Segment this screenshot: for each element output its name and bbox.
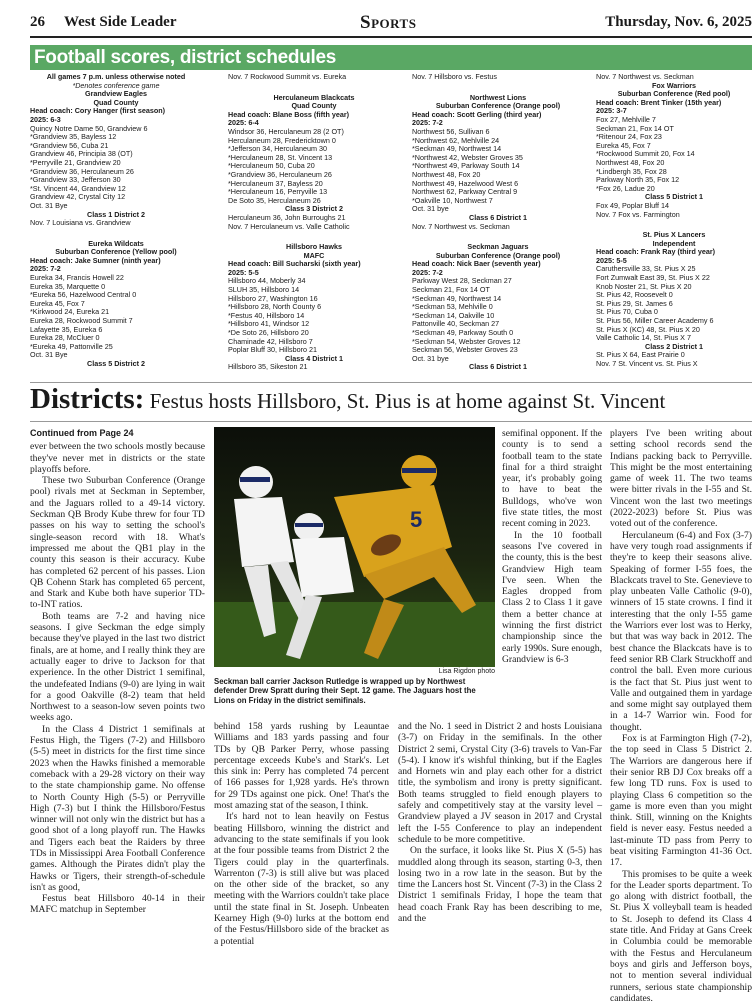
schedule-result: *Eureka 56, Hazelwood Central 0 — [30, 290, 137, 300]
schedule-heading: Class 5 District 2 — [87, 359, 145, 368]
schedule-result: Poplar Bluff 30, Hillsboro 21 — [228, 345, 317, 355]
section-banner — [30, 45, 752, 70]
schedule-result: Eureka 28, Rockwood Summit 7 — [30, 316, 133, 326]
schedule-result: Pattonville 40, Seckman 27 — [412, 319, 500, 329]
schedule-result: *Northwest 62, Mehlville 24 — [412, 135, 500, 145]
schedule-heading: Eureka Wildcats — [88, 238, 144, 248]
schedule-coach-info: 2025: 5-5 — [228, 267, 259, 277]
schedule-heading: All games 7 p.m. unless otherwise noted — [46, 72, 186, 81]
schedule-heading: St. Pius X Lancers — [642, 230, 706, 240]
schedule-result: Chaminade 42, Hillsboro 7 — [228, 336, 313, 346]
article-column-3-bottom — [398, 721, 602, 924]
schedule-result: *Herculaneum 28, St. Vincent 13 — [228, 152, 333, 162]
paragraph: This promises to be quite a week for the Leader sports department. To go along with district football, the St. Pius X volleyball team is headed to St. Joseph to defend its Class 4 state title. And Friday at Gans Creek in Columbia could be memorable with the Festus and Herculaneum boys and girls and Jefferson boys, not to mention several individual runners, serious state championship candidates. — [610, 868, 752, 1004]
paragraph: It's hard not to lean heavily on Festus beating Hillsboro, winning the district and advancing to the state semifinals if you look at the four possible teams from District 2 the Tigers could play in the quarterfinals. Warrenton (7-3) is still alive but was placed on the other side of the bracket, so any meeting with the Warriors couldn't take place until the state final in St. Joseph. Unbeaten Kearney High (9-0) lurks at the bottom end of the Festus/Hillsboro side of the bracket as a potential — [214, 811, 389, 947]
paragraph: and the No. 1 seed in District 2 and hosts Louisiana (3-7) on Friday in the semifinals. In the other District 2 semi, Crystal City (3-6) travels to Van-Far (5-4). I know it's wishful thinking, but if the Eagles and Hornets win and play each other for a district title, the symbolism and irony is pretty significant. Both teams struggled to field enough players to safely and competitively stay at the varsity level – Grandview played a JV season in 2017 and Crystal left the I-55 Conference to play an independent schedule to be more competitive. — [398, 721, 602, 845]
schedule-result: Hillsboro 35, Sikeston 21 — [228, 362, 308, 372]
schedule-coach-info: Head coach: Jake Sumner (ninth year) — [30, 255, 161, 265]
schedule-result: Nov. 7 Rockwood Summit vs. Eureka — [228, 72, 347, 81]
schedule-result: *Seckman 49, Parkway South 0 — [412, 328, 514, 338]
schedule-heading: Fox Warriors — [651, 80, 697, 90]
schedule-note: *Denotes conference game — [72, 80, 160, 90]
schedule-heading: Class 5 District 1 — [645, 192, 703, 202]
schedule-result: *Oakville 10, Northwest 7 — [412, 195, 493, 205]
paragraph: behind 158 yards rushing by Leauntae Williams and 183 yards passing and four TDs by QB Parker Perry, whose passing percentage exceeds Kube's and Stark's. Let this sink in: Perry has completed 74 percent of 166 passes for 1,928 yards. He's thrown for 29 TDs against one pick. One! That's the most amazing stat of the season, I think. — [214, 721, 389, 812]
schedule-coach-info: Head coach: Scott Gerling (third year) — [412, 109, 542, 119]
paragraph: Fox is at Farmington High (7-2), the top seed in Class 5 District 2. The Warriors are dangerous here if their senior RB DJ Cox breaks off a few long TD runs. Fox is used to playing Class 6 competition so the game is more even than you might think. Still, winning on the Knights field is never easy. Festus needed a last-minute TD pass from Perry to beat visiting Farmington 41-36 Oct. 17. — [610, 733, 752, 869]
schedule-heading: Suburban Conference (Orange pool) — [435, 101, 561, 111]
schedule-heading: Hillsboro Hawks — [286, 242, 342, 252]
schedule-coach-info: Head coach: Cory Hanger (first season) — [30, 106, 166, 116]
schedule-heading: Suburban Conference (Orange pool) — [435, 250, 561, 260]
schedule-result: *Fox 26, Ladue 20 — [596, 183, 655, 193]
schedule-result: Eureka 34, Francis Howell 22 — [30, 273, 124, 283]
article-column-4 — [610, 428, 752, 1004]
section-title: Sports — [360, 12, 417, 33]
schedule-result: Eureka 35, Marquette 0 — [30, 281, 106, 291]
schedule-result: Fox 27, Mehlville 7 — [596, 114, 656, 124]
schedule-column-2 — [228, 73, 400, 372]
schedule-result: SLUH 35, Hillsboro 14 — [228, 285, 300, 295]
football-photo — [214, 427, 495, 667]
schedule-result: *Grandview 56, Cuba 21 — [30, 140, 109, 150]
schedule-result: Oct. 31 Bye — [30, 200, 68, 210]
schedule-result: Hillsboro 44, Moberly 34 — [228, 276, 306, 286]
schedule-heading: Herculaneum Blackcats — [273, 92, 355, 102]
schedule-heading: Independent — [652, 238, 696, 248]
schedule-result: *Rockwood Summit 20, Fox 14 — [596, 149, 695, 159]
schedule-coach-info: Head coach: Blane Boss (fifth year) — [228, 109, 350, 119]
schedule-result: Seckman 56, Webster Groves 23 — [412, 345, 518, 355]
schedule-result: Windsor 36, Herculaneum 28 (2 OT) — [228, 126, 344, 136]
schedule-result: Eureka 28, McCluer 0 — [30, 333, 100, 343]
schedule-result: Fox 49, Poplar Bluff 14 — [596, 200, 669, 210]
schedule-result: *Seckman 49, Northwest 14 — [412, 293, 502, 303]
schedule-result: *De Soto 26, Hillsboro 20 — [228, 328, 309, 338]
schedule-result: *Herculaneum 16, Perryville 13 — [228, 187, 328, 197]
paragraph: Both teams are 7-2 and having nice seasons. I give Seckman the edge simply because they've played in the last two district finals, are at home, and I really think they are actually eager to drive to Jackson for that experience. In the other District 1 semifinal, the undefeated Indians (9-0) are lying in wait for a good Oakville (8-2) team that held Northwest to a season-low seven points two weeks ago. — [30, 610, 205, 724]
schedule-result: Eureka 45, Fox 7 — [30, 298, 85, 308]
schedule-heading: Suburban Conference (Yellow pool) — [55, 247, 177, 257]
schedule-result: Eureka 45, Fox 7 — [596, 140, 651, 150]
schedule-coach-info: 2025: 3-7 — [596, 106, 627, 116]
svg-text:5: 5 — [410, 507, 423, 532]
schedule-result: Nov. 7 Northwest vs. Seckman — [596, 72, 694, 81]
schedule-result: Nov. 7 Hillsboro vs. Festus — [412, 72, 497, 81]
schedule-result: Oct. 31 Bye — [30, 350, 68, 360]
paragraph: In the Class 4 District 1 semifinals at Festus High, the Tigers (7-2) and Hillsboro (5-5) meet in districts for the first time since 2023 when the Hawks finished a memorable comeback with a 29-28 victory on their way to the state championship game. No offense to North County High (5-5) or Perryville High (7-3) but I think the Hillsboro/Festus winner will not only win the district but has a good shot of a long playoff run. The Hawks and Tigers each beat the Raiders by three TDs in Mississippi Area Football Conference games. Although the Pirates didn't play the Hawks or Tigers, their strength-of-schedule isn't as good, — [30, 723, 205, 893]
paragraph: These two Suburban Conference (Orange pool) rivals met at Seckman in September, and the Jaguars rolled to a 49-14 victory. Seckman QB Brody Kube threw for four TD passes on his way to setting the school's single-season record with 18. What's impressed me about the QB1 play in the county this season is their accuracy. Kube has completed 62 percent of his passes. Lion QB Cohenn Stark has completed 65 percent, and Stark and Kube both have superior TD-to-INT ratios. — [30, 475, 205, 611]
schedule-result: Herculaneum 36, John Burroughs 21 — [228, 212, 346, 222]
schedule-column-4 — [596, 73, 752, 369]
schedule-heading: Class 2 District 1 — [645, 341, 703, 351]
schedule-result: *Ritenour 24, Fox 23 — [596, 132, 662, 142]
article-column-2 — [214, 721, 389, 947]
schedule-result: *Grandview 33, Jefferson 30 — [30, 175, 121, 185]
photo-credit: Lisa Rigdon photo — [438, 668, 495, 675]
schedule-result: Quincy Notre Dame 50, Grandview 6 — [30, 123, 148, 133]
paragraph: On the surface, it looks like St. Pius X (5-5) has muddled along through its season, starting 0-3, then losing two in a row late in the season. But by the time the Lancers host St. Vincent (7-3) in the Class 2 District 1 semifinals Friday, I hope the team that head coach Frank Ray has been describing to me, and the — [398, 845, 602, 925]
schedule-result: *Northwest 49, Parkway South 14 — [412, 161, 520, 171]
schedule-result: *Kirkwood 24, Eureka 21 — [30, 307, 110, 317]
schedule-result: Nov. 7 Louisiana vs. Grandview — [30, 218, 131, 228]
schedule-coach-info: 2025: 7-2 — [30, 264, 61, 274]
page-number: 26 — [30, 14, 45, 30]
schedule-result: *Grandview 35, Bayless 12 — [30, 132, 117, 142]
schedule-result: St. Pius 56, Miller Career Academy 6 — [596, 316, 714, 326]
schedule-result: Seckman 21, Fox 14 OT — [412, 285, 490, 295]
schedule-column-1 — [30, 73, 202, 369]
schedule-result: *Grandview 36, Herculaneum 26 — [228, 169, 332, 179]
schedule-result: *Seckman 53, Mehlville 0 — [412, 302, 493, 312]
schedule-result: St. Pius 29, St. James 6 — [596, 298, 673, 308]
schedule-coach-info: 2025: 6-3 — [30, 114, 61, 124]
schedule-result: Northwest 49, Hazelwood West 6 — [412, 178, 519, 188]
schedule-coach-info: Head coach: Brent Tinker (15th year) — [596, 97, 722, 107]
schedule-result: Grandview 42, Crystal City 12 — [30, 192, 126, 202]
schedule-result: *Hillsboro 41, Windsor 12 — [228, 319, 310, 329]
issue-date: Thursday, Nov. 6, 2025 — [605, 14, 752, 30]
schedule-result: De Soto 35, Herculaneum 26 — [228, 195, 321, 205]
schedule-heading: MAFC — [303, 250, 325, 260]
schedule-result: Oct. 31 bye — [412, 204, 449, 214]
paper-name: West Side Leader — [64, 14, 177, 30]
headline-rest: Festus hosts Hillsboro, St. Pius is at home against St. Vincent — [144, 389, 666, 413]
schedule-result: Northwest 62, Parkway Central 9 — [412, 187, 518, 197]
schedule-heading: Class 6 District 1 — [469, 362, 527, 372]
schedule-coach-info: 2025: 5-5 — [596, 255, 627, 265]
schedule-result: Oct. 31 bye — [412, 353, 449, 363]
schedule-result: Parkway North 35, Fox 12 — [596, 175, 680, 185]
schedule-result: *Seckman 49, Northwest 14 — [412, 144, 502, 154]
schedule-spacer — [228, 82, 400, 94]
paragraph: semifinal opponent. If the county is to send a football team to the state final for a third straight year, it's probably going to have to beat the Bulldogs, who've won five state titles, the most recent coming in 2023. — [502, 428, 602, 530]
football-photo-illustration — [214, 427, 495, 667]
schedule-coach-info: 2025: 7-2 — [412, 267, 443, 277]
schedule-result: *Jefferson 34, Herculaneum 30 — [228, 144, 327, 154]
schedule-heading: Quad County — [291, 101, 337, 111]
schedule-coach-info: 2025: 6-4 — [228, 118, 259, 128]
schedule-result: St. Pius 70, Cuba 0 — [596, 307, 658, 317]
schedule-result: St. Pius 42, Roosevelt 0 — [596, 290, 673, 300]
schedule-result: Grandview 46, Principia 38 (OT) — [30, 149, 133, 159]
schedule-spacer — [412, 82, 584, 94]
schedule-result: *Herculaneum 37, Bayless 20 — [228, 178, 323, 188]
masthead — [30, 12, 752, 34]
schedule-result: *St. Vincent 44, Grandview 12 — [30, 183, 126, 193]
banner-title: Football scores, district schedules — [34, 47, 337, 68]
continued-note: Continued from Page 24 — [30, 428, 134, 438]
schedule-result: Nov. 7 Fox vs. Farmington — [596, 209, 680, 219]
masthead-rule — [30, 36, 752, 38]
schedule-result: *Lindbergh 35, Fox 28 — [596, 166, 667, 176]
schedule-result: Caruthersville 33, St. Pius X 25 — [596, 264, 696, 274]
schedule-coach-info: Head coach: Bill Sucharski (sixth year) — [228, 259, 361, 269]
paragraph: ever between the two schools mostly because they've never met in districts or the state playoffs before. — [30, 441, 205, 475]
headline-rule — [30, 421, 752, 422]
photo-caption: Seckman ball carrier Jackson Rutledge is wrapped up by Northwest defender Drew Spratt during their Sept. 12 game. The Jaguars host the Lions on Friday in the district semifinals. — [214, 677, 476, 705]
schedule-result: *Grandview 36, Herculaneum 26 — [30, 166, 134, 176]
schedule-result: *Festus 40, Hillsboro 14 — [228, 310, 305, 320]
schedule-result: St. Pius X 64, East Prairie 0 — [596, 350, 685, 360]
schedule-result: *Seckman 54, Webster Groves 12 — [412, 336, 521, 346]
schedule-result: *Herculaneum 50, Cuba 20 — [228, 161, 315, 171]
schedule-result: Knob Noster 21, St. Pius X 20 — [596, 281, 692, 291]
schedule-column-3 — [412, 73, 584, 372]
schedule-heading: Class 3 District 2 — [285, 204, 343, 214]
schedule-heading: Northwest Lions — [469, 92, 527, 102]
schedule-coach-info: 2025: 7-2 — [412, 118, 443, 128]
schedule-result: *Perryville 21, Grandview 20 — [30, 157, 121, 167]
schedule-result: Parkway West 28, Seckman 27 — [412, 276, 512, 286]
schedule-result: *Hillsboro 28, North County 6 — [228, 302, 322, 312]
schedule-result: *Seckman 14, Oakville 10 — [412, 310, 495, 320]
schedule-heading: Quad County — [93, 97, 139, 107]
schedule-result: *Northwest 42, Webster Groves 35 — [412, 152, 523, 162]
article-column-1 — [30, 428, 205, 916]
schedule-heading: Class 6 District 1 — [469, 212, 527, 222]
schedule-spacer — [30, 228, 202, 240]
article-headline — [30, 383, 752, 419]
schedule-result: Nov. 7 Northwest vs. Seckman — [412, 221, 510, 231]
schedule-result: Nov. 7 St. Vincent vs. St. Pius X — [596, 359, 698, 368]
schedule-result: St. Pius X (KC) 48, St. Pius X 20 — [596, 324, 700, 334]
schedule-coach-info: Head coach: Nick Baer (seventh year) — [412, 259, 541, 269]
schedule-heading: Class 4 District 1 — [285, 353, 343, 363]
schedule-result: *Eureka 49, Pattonville 25 — [30, 341, 113, 351]
schedule-result: Northwest 56, Sullivan 6 — [412, 126, 490, 136]
paragraph: In the 10 football seasons I've covered in the county, this is the best Grandview High team I've seen. When the Eagles dropped from Class 2 to Class 1 it gave them a better chance at winning the first district championship since the early 1990s. Sure enough, Grandview is 6-3 — [502, 529, 602, 665]
schedule-result: Northwest 48, Fox 20 — [412, 169, 481, 179]
schedule-heading: Grandview Eagles — [85, 89, 147, 99]
schedule-heading: Suburban Conference (Red pool) — [617, 89, 731, 99]
schedule-result: Valle Catholic 14, St. Pius X 7 — [596, 333, 691, 343]
paragraph: players I've been writing about setting school records send the Indians packing back to Perryville. This might be the most entertaining game of week 11. The two teams were bitter rivals in the I-55 and St. Vincent won the last two meetings (2022-2023) before St. Pius was voted out of the conference. — [610, 428, 752, 530]
schedule-result: Seckman 21, Fox 14 OT — [596, 123, 674, 133]
paragraph: Herculaneum (6-4) and Fox (3-7) have very tough road assignments if they're to keep their seasons alive. Speaking of former I-55 foes, the Blackcats travel to Ste. Genevieve to play unbeaten Valle Catholic (9-0), winners of 15 state crowns. I find it interesting that the only I-55 game the Warriors ever lost was to Herky, but that was way back in 2012. The best chance the Blackcats have is to feed senior RB Clark Struckhoff and control the ball. Even more curious is the fact that St. Pius just went to Valle and outgained them in yardage and some might say outplayed them in a 14-7 Warrior win. Food for thought. — [610, 529, 752, 733]
schedule-heading: Seckman Jaguars — [467, 242, 529, 252]
headline-lead: Districts: — [30, 383, 145, 415]
schedule-heading: Class 1 District 2 — [87, 209, 145, 219]
schedule-coach-info: Head coach: Frank Ray (third year) — [596, 247, 716, 257]
paragraph: Festus beat Hillsboro 40-14 in their MAFC matchup in September — [30, 893, 205, 916]
article-column-3-top — [502, 428, 602, 665]
schedule-result: Herculaneum 28, Fredericktown 0 — [228, 135, 336, 145]
schedule-result: Nov. 7 Herculaneum vs. Valle Catholic — [228, 221, 350, 231]
schedule-result: Hillsboro 27, Washington 16 — [228, 293, 318, 303]
schedule-result: Fort Zumwalt East 39, St. Pius X 22 — [596, 273, 710, 283]
schedule-result: Lafayette 35, Eureka 6 — [30, 324, 103, 334]
schedule-result: Northwest 48, Fox 20 — [596, 157, 665, 167]
